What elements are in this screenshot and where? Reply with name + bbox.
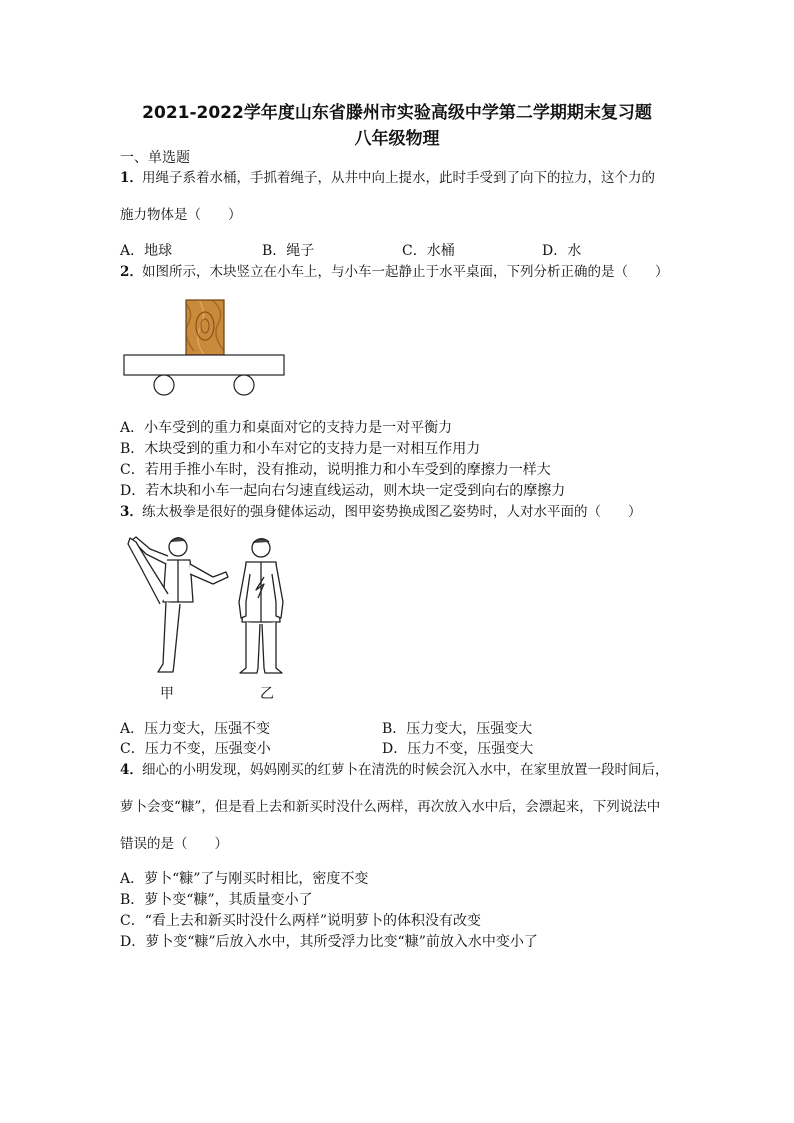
option-b: B．木块受到的重力和小车对它的支持力是一对相互作用力	[120, 441, 481, 457]
figure-label-yi: 乙	[260, 686, 274, 702]
question-number: 1．	[120, 170, 143, 186]
option-d: D．水	[542, 243, 582, 259]
question-text-line: 细心的小明发现，妈妈刚买的红萝卜在清洗的时候会沉入水中，在家里放置一段时间后，	[142, 762, 669, 778]
option-a: A．地球	[120, 243, 173, 259]
cart-wheel	[154, 375, 174, 395]
cart-body	[124, 355, 284, 375]
person-posture-yi	[239, 539, 283, 673]
question-number: 4．	[120, 762, 143, 778]
question-text-line: 施力物体是（ ）	[120, 207, 242, 223]
section-heading: 一、单选题	[120, 150, 190, 166]
question-number: 3．	[120, 504, 143, 520]
option-a: A．萝卜“糠”了与刚买时相比，密度不变	[120, 871, 369, 887]
question-text-line: 如图所示，木块竖立在小车上，与小车一起静止于水平桌面，下列分析正确的是（ ）	[142, 264, 669, 280]
figure-label-jia: 甲	[160, 686, 174, 702]
option-c: C．压力不变，压强变小	[120, 741, 271, 757]
question-text-line: 练太极拳是很好的强身健体运动，图甲姿势换成图乙姿势时，人对水平面的（ ）	[142, 504, 642, 520]
option-d: D．压力不变，压强变大	[382, 741, 534, 757]
question-text-line: 错误的是（ ）	[120, 836, 228, 852]
option-a: A．压力变大，压强不变	[120, 721, 271, 737]
option-c: C．“看上去和新买时没什么两样”说明萝卜的体积没有改变	[120, 913, 482, 929]
page-subtitle: 八年级物理	[354, 129, 440, 149]
option-b: B．萝卜变“糠”，其质量变小了	[120, 892, 313, 908]
question-text-line: 用绳子系着水桶，手抓着绳子，从井中向上提水，此时手受到了向下的拉力，这个力的	[142, 170, 655, 186]
option-d: D．若木块和小车一起向右匀速直线运动，则木块一定受到向右的摩擦力	[120, 483, 566, 499]
option-b: B．绳子	[262, 243, 315, 259]
cart-with-block-figure	[120, 296, 290, 398]
option-c: C．水桶	[402, 243, 455, 259]
cart-wheel	[234, 375, 254, 395]
option-b: B．压力变大，压强变大	[382, 721, 533, 737]
wooden-block	[186, 300, 224, 355]
option-c: C．若用手推小车时，没有推动，说明推力和小车受到的摩擦力一样大	[120, 462, 551, 478]
question-text-line: 萝卜会变“糠”，但是看上去和新买时没什么两样，再次放入水中后，会漂起来，下列说法中	[120, 799, 661, 815]
tai-chi-figure	[118, 532, 298, 682]
page-title: 2021-2022学年度山东省滕州市实验高级中学第二学期期末复习题	[142, 103, 652, 123]
option-d: D．萝卜变“糠”后放入水中，其所受浮力比变“糠”前放入水中变小了	[120, 934, 538, 950]
question-number: 2．	[120, 264, 143, 280]
person-posture-jia	[128, 537, 228, 672]
option-a: A．小车受到的重力和桌面对它的支持力是一对平衡力	[120, 420, 453, 436]
